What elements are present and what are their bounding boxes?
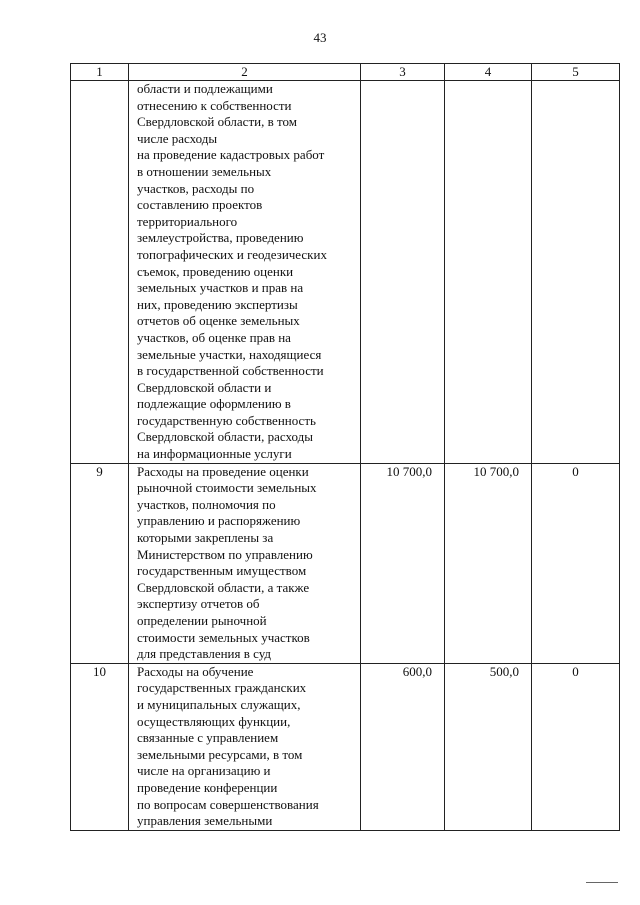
description-line: и муниципальных служащих,	[137, 696, 301, 712]
description-line: участков, полномочия по	[137, 496, 276, 512]
description-line: на проведение кадастровых работ	[137, 147, 325, 163]
row-col4-value	[445, 81, 532, 464]
description-line: Свердловской области, в том	[137, 114, 297, 130]
description-line: отчетов об оценке земельных	[137, 313, 300, 329]
description-line: территориального	[137, 213, 238, 229]
row-number: 9	[71, 463, 129, 663]
table-row	[71, 663, 620, 830]
description-line: числе на организацию и	[137, 763, 271, 779]
row-col4-value: 10 700,0	[445, 463, 532, 663]
description-line: в отношении земельных	[137, 163, 272, 179]
description-line: государственных гражданских	[137, 680, 307, 696]
description-line: земельные участки, находящиеся	[137, 346, 322, 362]
description-line: государственным имуществом	[137, 563, 307, 579]
description-line: для представления в суд	[137, 646, 272, 662]
row-description	[129, 463, 361, 663]
description-line: Свердловской области, а также	[137, 579, 310, 595]
description-line: числе расходы	[137, 130, 218, 146]
row-col4-value: 500,0	[445, 663, 532, 830]
table-body	[71, 64, 620, 831]
row-number: 10	[71, 663, 129, 830]
description-line: участков, об оценке прав на	[137, 329, 291, 345]
description-line: земельных участков и прав на	[137, 280, 304, 296]
description-line: по вопросам совершенствования	[137, 796, 319, 812]
row-description	[129, 663, 361, 830]
description-line: связанные с управлением	[137, 730, 279, 746]
description-line: составлению проектов	[137, 197, 263, 213]
description-line: рыночной стоимости земельных	[137, 480, 317, 496]
description-line: управления земельными	[137, 813, 273, 829]
description-line: определении рыночной	[137, 613, 267, 628]
description-line: земельными ресурсами, в том	[137, 746, 303, 762]
table-row	[71, 81, 620, 464]
description-line: экспертизу отчетов об	[137, 596, 260, 612]
description-line: управлению и распоряжению	[137, 513, 301, 529]
description-line: Свердловской области и	[137, 379, 272, 395]
description-line: них, проведению экспертизы	[137, 296, 298, 312]
description-line: отнесению к собственности	[137, 97, 292, 113]
description-line: которыми закреплены за	[137, 530, 274, 546]
footer-mark	[586, 882, 618, 883]
header-cell-4: 4	[445, 64, 532, 81]
description-line: участков, расходы по	[137, 180, 255, 196]
row-col3-value: 10 700,0	[361, 463, 445, 663]
description-line: стоимости земельных участков	[137, 629, 310, 645]
header-cell-2: 2	[129, 64, 361, 81]
row-description	[129, 81, 361, 464]
description-line: Министерством по управлению	[137, 546, 313, 562]
description-line: Расходы на обучение	[137, 663, 254, 679]
description-line: топографических и геодезических	[137, 246, 327, 262]
description-line: на информационные услуги	[137, 446, 292, 462]
page-number: 43	[313, 30, 327, 45]
description-line: землеустройства, проведению	[137, 230, 304, 246]
header-row	[71, 64, 620, 81]
description-line: Расходы на проведение оценки	[137, 463, 309, 479]
budget-table	[70, 63, 620, 831]
description-line: в государственной собственности	[137, 363, 324, 379]
header-cell-5: 5	[532, 64, 620, 81]
row-number	[71, 81, 129, 464]
row-col5-value	[532, 81, 620, 464]
header-cell-3: 3	[361, 64, 445, 81]
table-row	[71, 463, 620, 663]
description-line: государственную собственность	[137, 412, 316, 428]
description-line: съемок, проведению оценки	[137, 263, 294, 279]
description-line: подлежащие оформлению в	[137, 396, 291, 412]
description-line: осуществляющих функции,	[137, 713, 291, 729]
row-col3-value	[361, 81, 445, 464]
row-col5-value: 0	[532, 663, 620, 830]
row-col5-value: 0	[532, 463, 620, 663]
description-line: области и подлежащими	[137, 81, 273, 96]
row-col3-value: 600,0	[361, 663, 445, 830]
description-line: проведение конференции	[137, 779, 278, 795]
header-cell-1: 1	[71, 64, 129, 81]
description-line: Свердловской области, расходы	[137, 429, 313, 445]
